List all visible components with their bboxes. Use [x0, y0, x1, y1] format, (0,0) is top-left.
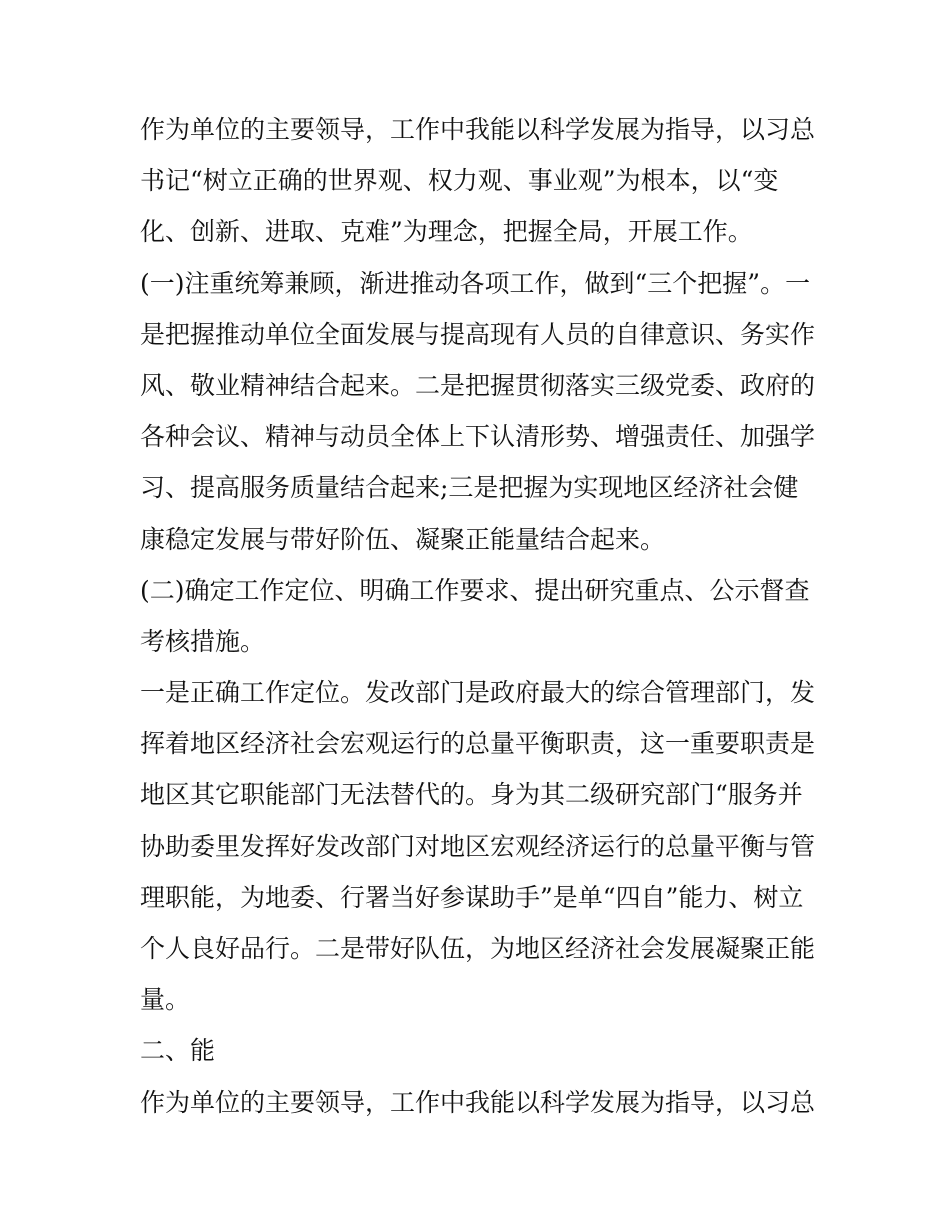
text-line: 是把握推动单位全面发展与提高现有人员的自律意识、务实作: [140, 319, 816, 349]
text-line: 挥着地区经济社会宏观运行的总量平衡职责，这一重要职责是: [140, 729, 816, 759]
text-line: 个人良好品行。二是带好队伍，为地区经济社会发展凝聚正能: [140, 934, 816, 963]
text-line: 风、敬业精神结合起来。二是把握贯彻落实三级党委、政府的: [140, 370, 816, 400]
text-line: 量。: [140, 985, 191, 1015]
text-line: (二)确定工作定位、明确工作要求、提出研究重点、公示督查: [140, 575, 810, 605]
text-line: 习、提高服务质量结合起来;三是把握为实现地区经济社会健: [140, 473, 799, 503]
document-body: [140, 104, 820, 1128]
text-line: 康稳定发展与带好阶伍、凝聚正能量结合起来。: [140, 524, 666, 554]
text-line: 理职能，为地委、行署当好参谋助手”是单“四自”能力、树立: [140, 882, 804, 912]
text-line: 考核措施。: [140, 626, 266, 656]
section-heading: 二、能: [140, 1036, 216, 1066]
text-line: 作为单位的主要领导，工作中我能以科学发展为指导，以习总: [140, 1087, 816, 1117]
text-line: 各种会议、精神与动员全体上下认清形势、增强责任、加强学: [140, 422, 816, 452]
text-line: 协助委里发挥好发改部门对地区宏观经济运行的总量平衡与管: [140, 831, 816, 861]
text-line: 一是正确工作定位。发改部门是政府最大的综合管理部门，发: [140, 678, 816, 708]
text-line: 作为单位的主要领导，工作中我能以科学发展为指导，以习总: [140, 115, 816, 144]
text-line: 化、创新、进取、克难”为理念，把握全局，开展工作。: [140, 217, 753, 247]
text-line: 书记“树立正确的世界观、权力观、事业观”为根本，以“变: [140, 166, 779, 196]
text-line: (一)注重统筹兼顾，渐进推动各项工作，做到“三个把握”。一: [140, 268, 811, 298]
text-line: 地区其它职能部门无法替代的。身为其二级研究部门“服务并: [140, 780, 803, 810]
